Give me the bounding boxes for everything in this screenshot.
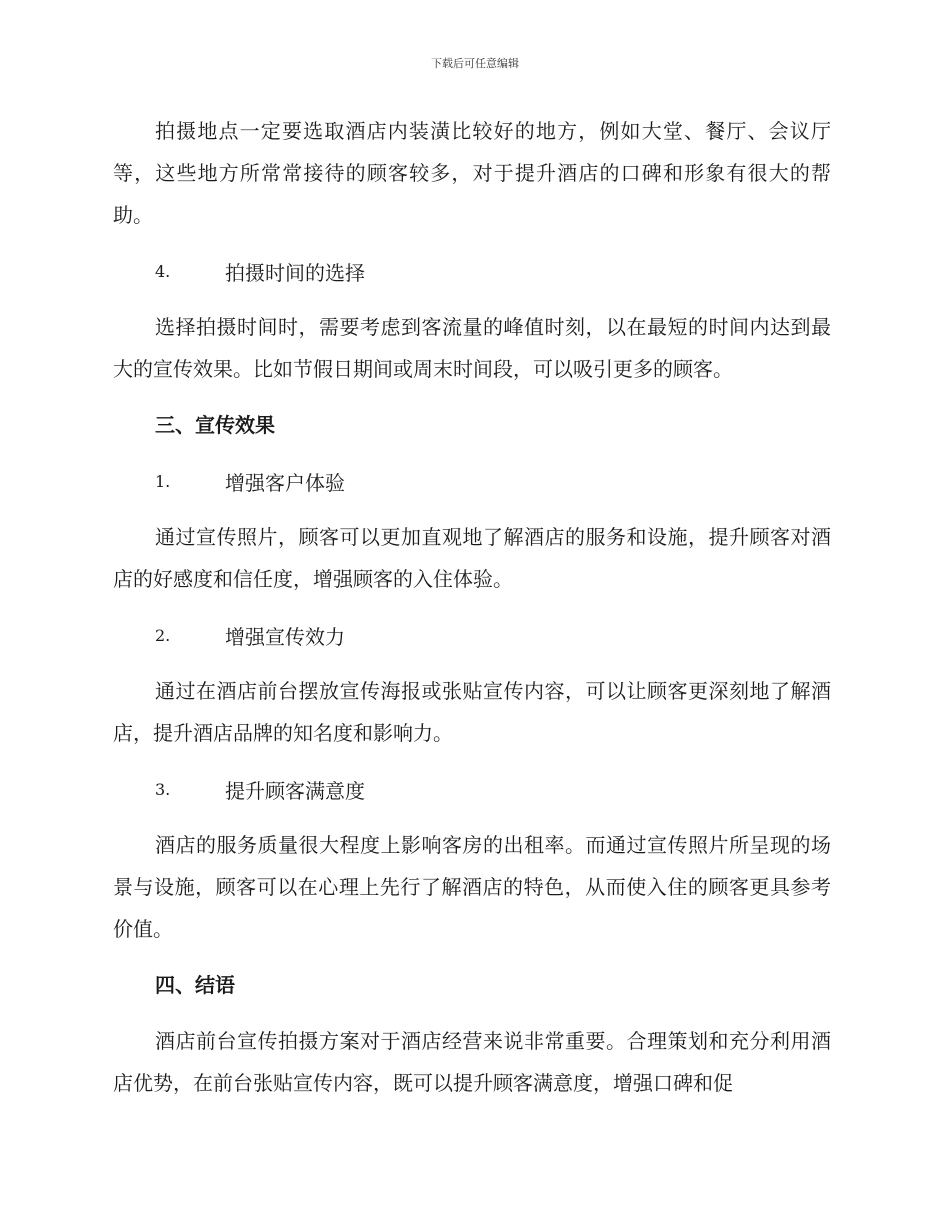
paragraph-customer-satisfaction: 酒店的服务质量很大程度上影响客房的出租率。而通过宣传照片所呈现的场景与设施，顾客可以在心理上先行了解酒店的特色，从而使入住的顾客更具参考价值。 xyxy=(113,833,831,941)
list-item-title: 提升顾客满意度 xyxy=(225,778,365,803)
list-item-shooting-time xyxy=(113,250,831,292)
paragraph-customer-experience: 通过宣传照片，顾客可以更加直观地了解酒店的服务和设施，提升顾客对酒店的好感度和信任度，增强顾客的入住体验。 xyxy=(113,525,831,591)
section-heading-promotion-effect: 三、宣传效果 xyxy=(155,413,275,437)
page-header: 下载后可任意编辑 xyxy=(431,57,519,70)
paragraph-promotion-power: 通过在酒店前台摆放宣传海报或张贴宣传内容，可以让顾客更深刻地了解酒店，提升酒店品牌的知名度和影响力。 xyxy=(113,679,831,745)
list-number: 4. xyxy=(155,261,171,281)
list-number: 2. xyxy=(155,625,171,645)
list-item-title: 增强客户体验 xyxy=(225,470,345,495)
document-body xyxy=(113,110,831,1104)
list-item-title: 拍摄时间的选择 xyxy=(225,260,365,285)
list-item-title: 增强宣传效力 xyxy=(225,624,345,649)
list-item-customer-satisfaction xyxy=(113,768,831,810)
list-item-promotion-power xyxy=(113,614,831,656)
list-number: 3. xyxy=(155,779,171,799)
list-item-customer-experience xyxy=(113,460,831,502)
section-heading-conclusion: 四、结语 xyxy=(155,973,235,997)
paragraph-shooting-location: 拍摄地点一定要选取酒店内装潢比较好的地方，例如大堂、餐厅、会议厅等，这些地方所常常接待的顾客较多，对于提升酒店的口碑和形象有很大的帮助。 xyxy=(113,119,831,227)
paragraph-conclusion: 酒店前台宣传拍摄方案对于酒店经营来说非常重要。合理策划和充分利用酒店优势，在前台张贴宣传内容，既可以提升顾客满意度，增强口碑和促 xyxy=(113,1029,831,1095)
list-number: 1. xyxy=(155,471,171,491)
paragraph-shooting-time: 选择拍摄时间时，需要考虑到客流量的峰值时刻，以在最短的时间内达到最大的宣传效果。比如节假日期间或周末时间段，可以吸引更多的顾客。 xyxy=(113,315,831,381)
